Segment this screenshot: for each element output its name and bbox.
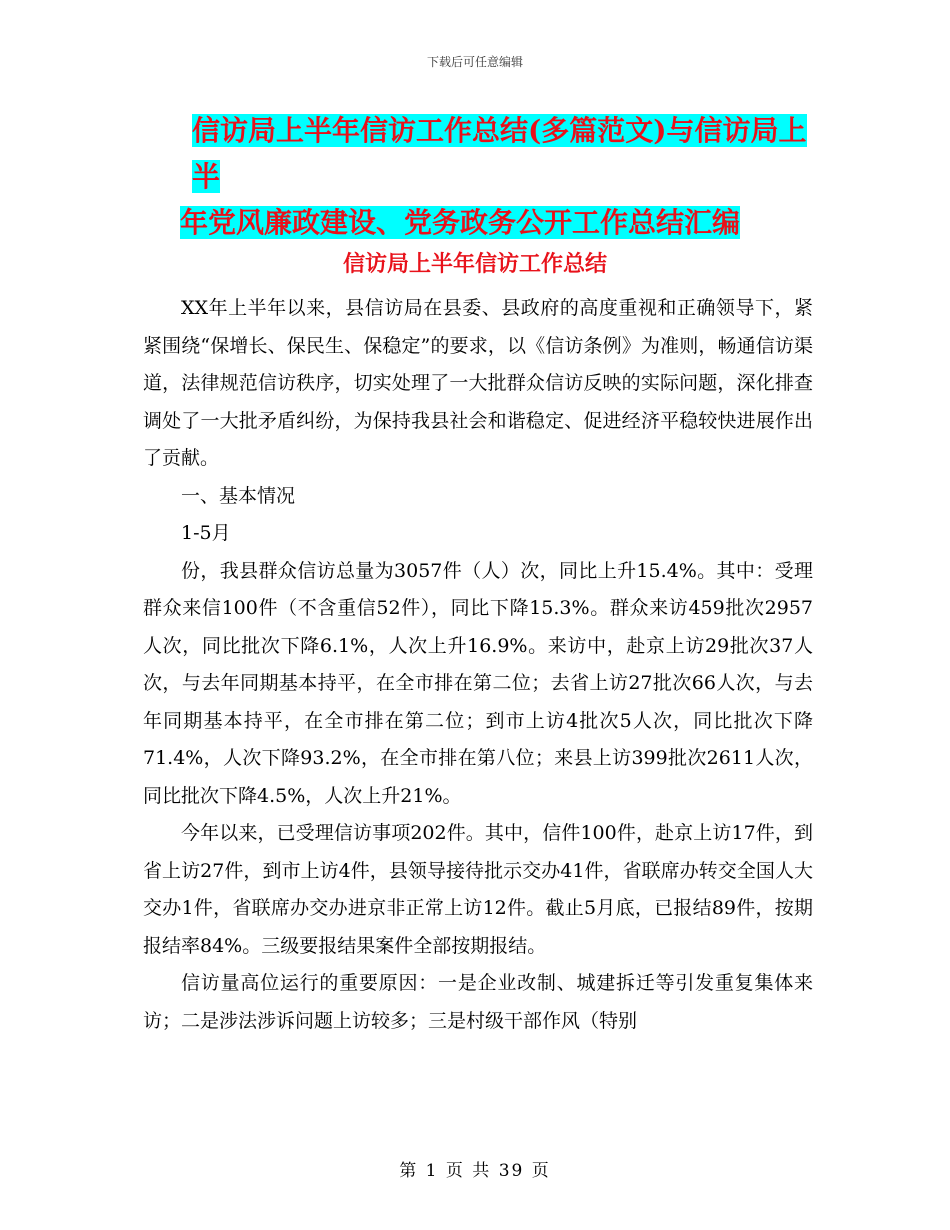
title-line-2: 年党风廉政建设、党务政务公开工作总结汇编 — [180, 206, 741, 239]
paragraph-period: 1-5月 — [181, 522, 231, 544]
section-title: 信访局上半年信访工作总结 — [342, 251, 607, 277]
paragraph-cases: 今年以来，已受理信访事项202件。其中，信件100件，赴京上访17件，到省上访27件，到市上访4件，县领导接待批示交办41件，省联席办转交全国人大交办1件，省联席办交办进京非正常上访12件。截止5月底，已报结89件，按期报结率84%。三级要报结果案件全部按期报结。 — [143, 822, 813, 957]
paragraph-reasons: 信访量高位运行的重要原因：一是企业改制、城建拆迁等引发重复集体来访；二是涉法涉诉问题上访较多；三是村级干部作风（特别 — [143, 972, 813, 1032]
paragraph-heading-basic: 一、基本情况 — [181, 484, 296, 507]
page-header-note: 下载后可任意编辑 — [426, 55, 523, 69]
body-text — [143, 290, 813, 1040]
paragraph-statistics: 份，我县群众信访总量为3057件（人）次，同比上升15.4%。其中：受理群众来信100件（不含重信52件），同比下降15.3%。群众来访459批次2957人次，同比批次下降6.1%，人次上升16.9%。来访中，赴京上访29批次37人次，与去年同期基本持平，在全市排在第二位；去省上访27批次66人次，与去年同期基本持平，在全市排在第二位；到市上访4批次5人次，同比批次下降71.4%，人次下降93.2%，在全市排在第八位；来县上访399批次2611人次，同比批次下降4.5%，人次上升21%。 — [143, 559, 813, 807]
document-title — [176, 108, 826, 246]
page-number: 第 1 页 共 39 页 — [399, 1161, 551, 1181]
title-line-1: 信访局上半年信访工作总结(多篇范文)与信访局上半 — [192, 114, 807, 193]
paragraph-intro: XX年上半年以来，县信访局在县委、县政府的高度重视和正确领导下，紧紧围绕“保增长、保民生、保稳定”的要求，以《信访条例》为准则，畅通信访渠道，法律规范信访秩序，切实处理了一大批群众信访反映的实际问题，深化排查调处了一大批矛盾纠纷，为保持我县社会和谐稳定、促进经济平稳较快进展作出了贡献。 — [143, 297, 813, 469]
